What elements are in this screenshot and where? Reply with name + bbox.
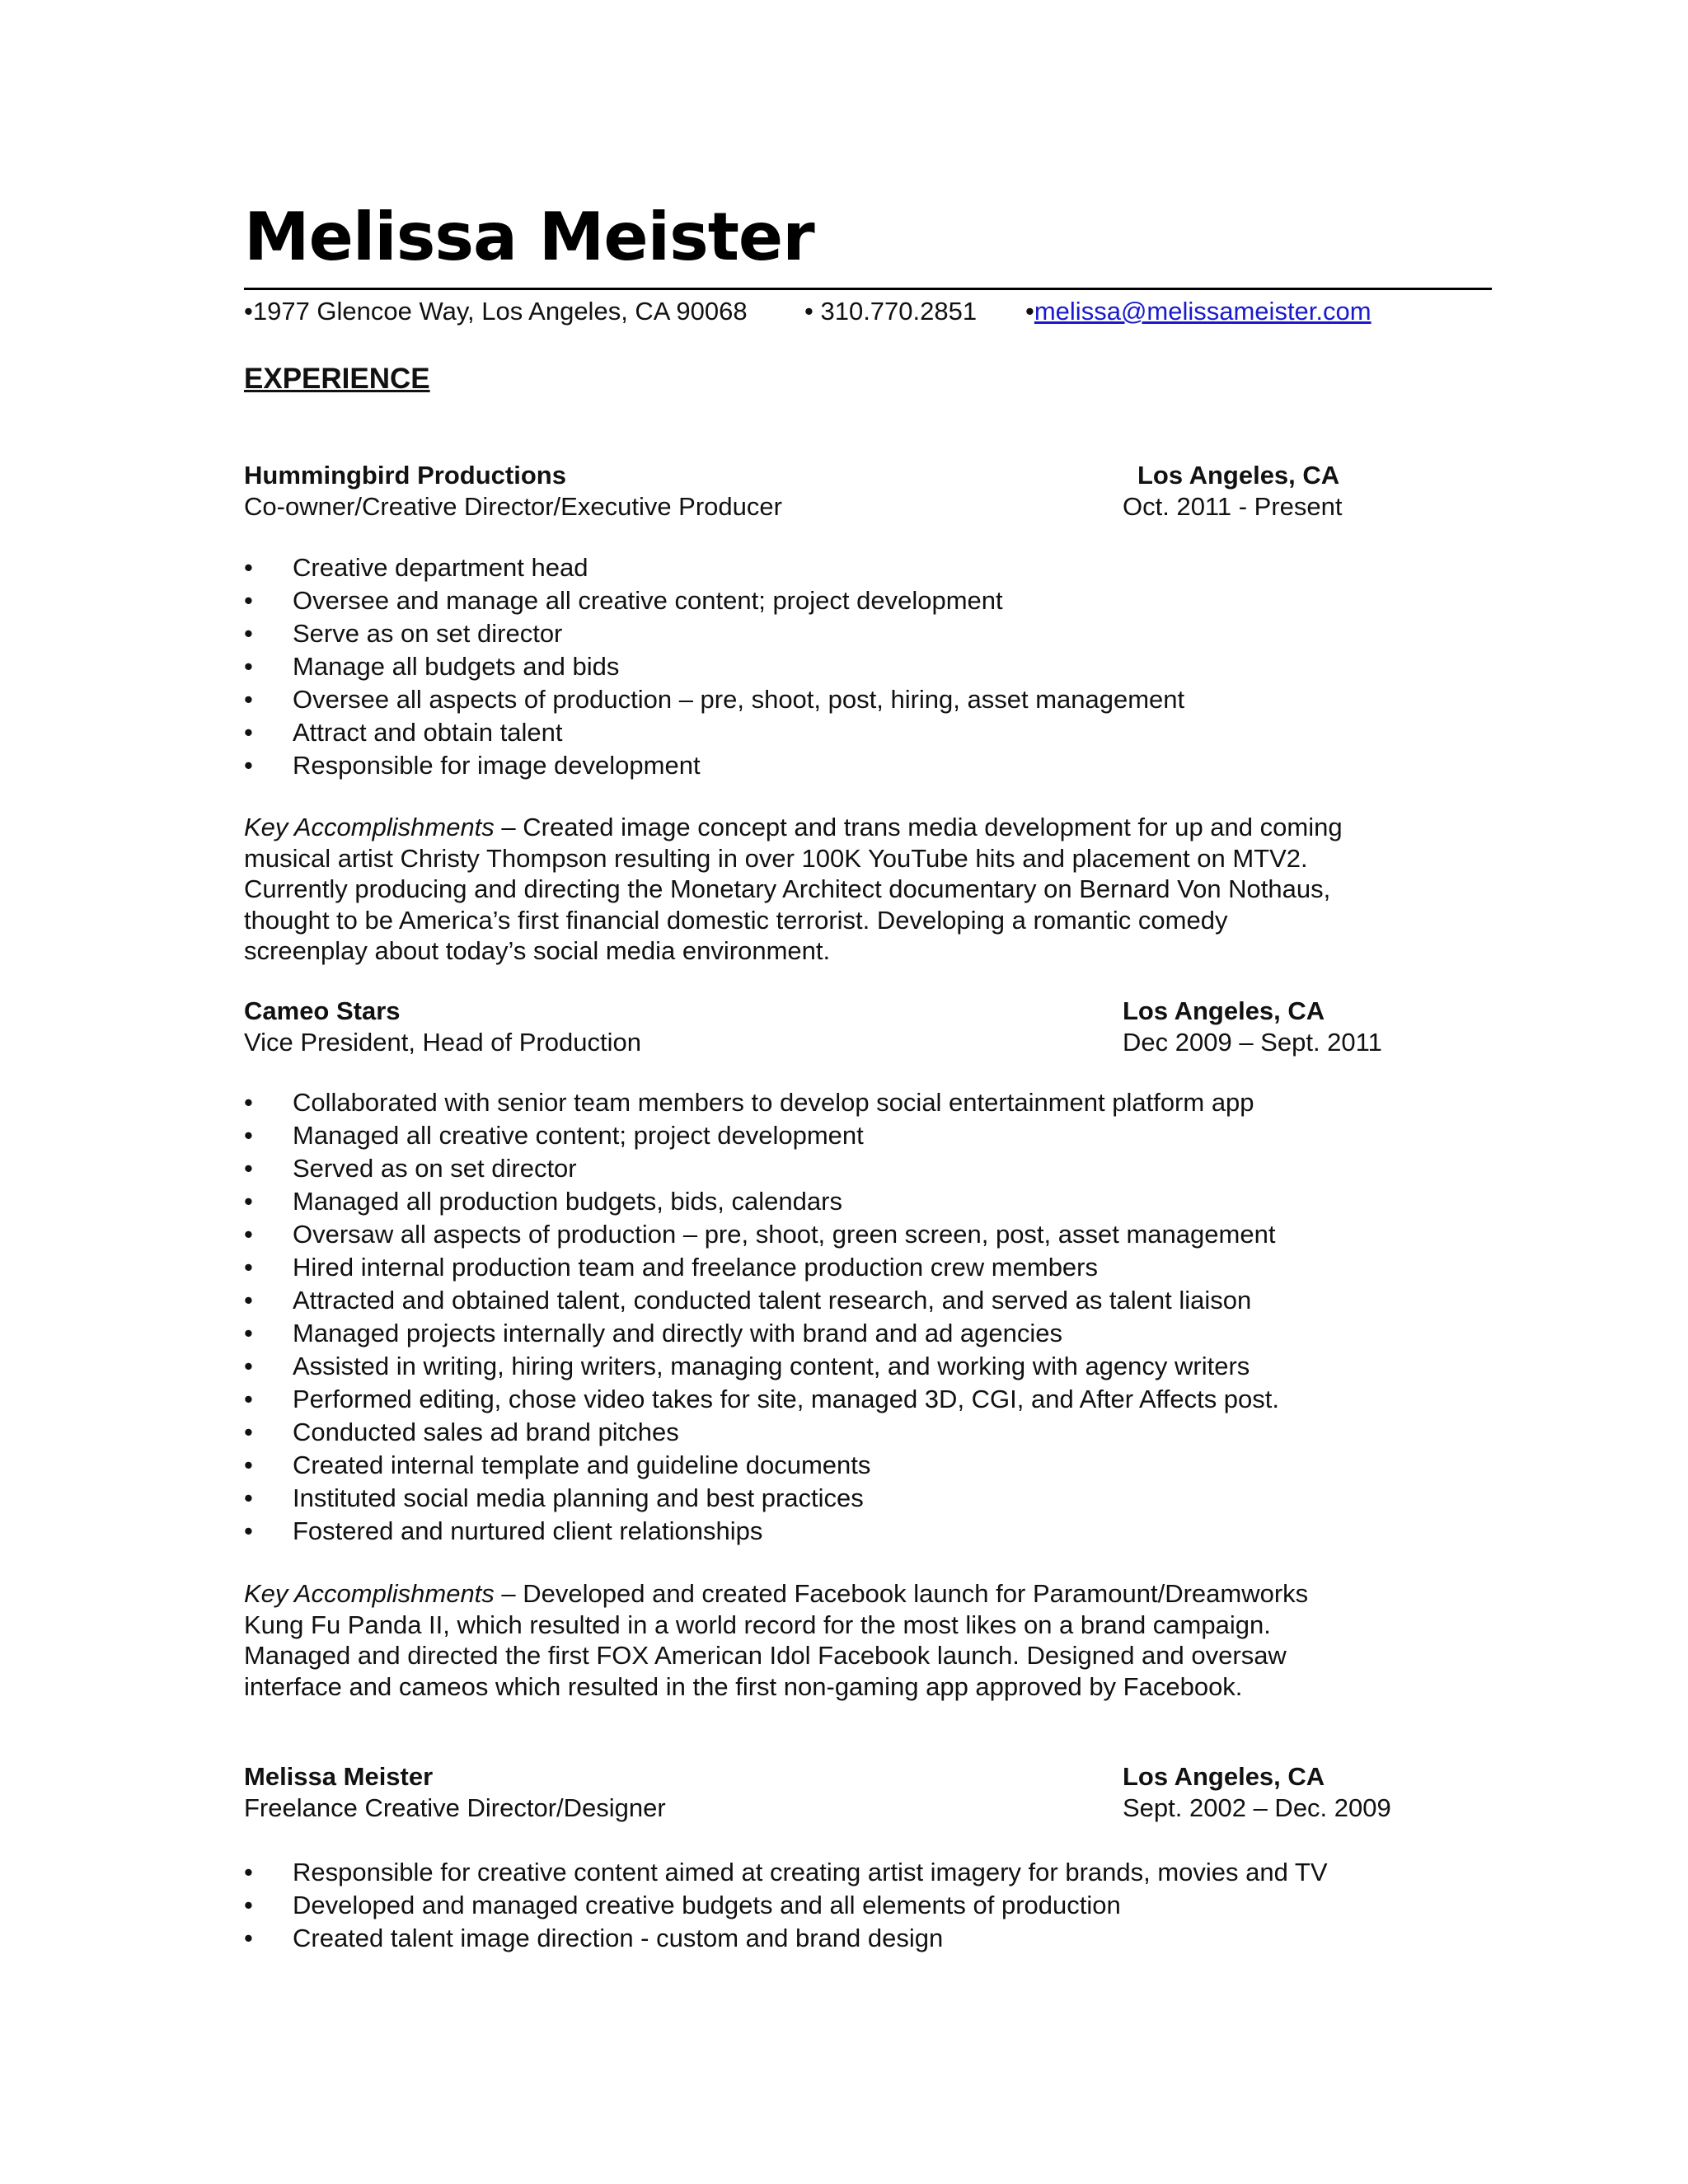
job-1-header	[244, 460, 1414, 523]
list-item: • Responsible for creative content aimed at creating artist imagery for brands, movies and TV	[244, 1856, 1328, 1889]
list-item: • Attracted and obtained talent, conducted talent research, and served as talent liaison	[244, 1284, 1279, 1317]
list-item: • Performed editing, chose video takes for site, managed 3D, CGI, and After Affects post.	[244, 1383, 1279, 1416]
list-item: • Oversaw all aspects of production – pre, shoot, green screen, post, asset management	[244, 1218, 1279, 1251]
job-company: Melissa Meister	[244, 1762, 434, 1791]
job-company: Hummingbird Productions	[244, 461, 566, 490]
email-link[interactable]: melissa@melissameister.com	[1034, 297, 1372, 326]
bullet-glyph: •	[244, 1154, 253, 1183]
job-1-accomplishments: Key Accomplishments – Created image concept and trans media development for up and coming musical artist Christy Thompson resulting in over 100K YouTube hits and placement on MTV2. Currently producing and directing the Monetary Architect documentary on Bernard Von Nothaus, thought to be America’s first financial domestic terrorist. Developing a romantic comedy screenplay about today’s social media environment.	[244, 813, 1343, 965]
accomplishments-label: Key Accomplishments	[244, 813, 495, 841]
job-2-accomplishments: Key Accomplishments – Developed and created Facebook launch for Paramount/Dreamworks Kung Fu Panda II, which resulted in a world record for the most likes on a brand campaign. Managed and directed the first FOX American Idol Facebook launch. Designed and oversaw interface and cameos which resulted in the first non-gaming app approved by Facebook.	[244, 1579, 1309, 1701]
job-title: Co-owner/Creative Director/Executive Producer	[244, 492, 782, 521]
list-item: • Manage all budgets and bids	[244, 650, 1184, 683]
accomplishments-label: Key Accomplishments	[244, 1579, 495, 1608]
list-item: • Conducted sales ad brand pitches	[244, 1416, 1279, 1449]
bullet-glyph: •	[244, 586, 253, 615]
bullet-glyph: •	[244, 751, 253, 780]
list-item: • Managed projects internally and directly with brand and ad agencies	[244, 1317, 1279, 1350]
job-2-bullets	[244, 1086, 1279, 1548]
job-title: Vice President, Head of Production	[244, 1028, 641, 1057]
bullet-glyph: •	[244, 1121, 253, 1150]
address: •1977 Glencoe Way, Los Angeles, CA 90068	[244, 297, 748, 326]
job-location: Los Angeles, CA	[1137, 461, 1340, 490]
bullet-glyph: •	[244, 1088, 253, 1117]
bullet-glyph: •	[244, 1451, 253, 1479]
list-item: • Hired internal production team and freelance production crew members	[244, 1251, 1279, 1284]
bullet-glyph: •	[244, 1253, 253, 1282]
bullet-glyph: •	[244, 718, 253, 747]
bullet-glyph: •	[244, 1220, 253, 1249]
list-item: • Instituted social media planning and best practices	[244, 1482, 1279, 1515]
list-item: • Developed and managed creative budgets and all elements of production	[244, 1889, 1328, 1922]
list-item: • Creative department head	[244, 551, 1184, 584]
list-item: • Fostered and nurtured client relationships	[244, 1515, 1279, 1548]
bullet-glyph: •	[244, 1286, 253, 1315]
section-title-experience: EXPERIENCE	[244, 363, 430, 395]
bullet-glyph: •	[244, 1924, 253, 1952]
bullet-glyph: •	[244, 1516, 253, 1545]
bullet-glyph: •	[244, 1319, 253, 1347]
job-dates: Oct. 2011 - Present	[1123, 492, 1343, 521]
job-3-header	[244, 1761, 1414, 1824]
job-title: Freelance Creative Director/Designer	[244, 1793, 666, 1822]
bullet-glyph: •	[244, 652, 253, 681]
bullet-glyph: •	[244, 553, 253, 582]
job-dates: Sept. 2002 – Dec. 2009	[1123, 1793, 1391, 1822]
list-item: • Assisted in writing, hiring writers, managing content, and working with agency writers	[244, 1350, 1279, 1383]
bullet-glyph: •	[244, 1891, 253, 1919]
bullet-glyph: •	[244, 685, 253, 714]
job-company: Cameo Stars	[244, 996, 401, 1025]
header-divider	[244, 288, 1492, 290]
list-item: • Oversee and manage all creative content; project development	[244, 584, 1184, 617]
phone: • 310.770.2851	[804, 297, 978, 326]
job-1-bullets	[244, 551, 1184, 782]
list-item: • Managed all production budgets, bids, calendars	[244, 1185, 1279, 1218]
list-item: • Serve as on set director	[244, 617, 1184, 650]
email-bullet: •	[1025, 297, 1034, 326]
list-item: • Created internal template and guideline documents	[244, 1449, 1279, 1482]
list-item: • Oversee all aspects of production – pre, shoot, post, hiring, asset management	[244, 683, 1184, 716]
candidate-name: Melissa Meister	[244, 199, 814, 275]
bullet-glyph: •	[244, 1187, 253, 1216]
job-location: Los Angeles, CA	[1123, 1762, 1325, 1791]
bullet-glyph: •	[244, 1352, 253, 1380]
bullet-glyph: •	[244, 1483, 253, 1512]
list-item: • Created talent image direction - custom and brand design	[244, 1922, 1328, 1955]
bullet-glyph: •	[244, 1858, 253, 1886]
bullet-glyph: •	[244, 619, 253, 648]
list-item: • Managed all creative content; project development	[244, 1119, 1279, 1152]
bullet-glyph: •	[244, 1385, 253, 1413]
job-3-bullets	[244, 1856, 1328, 1955]
list-item: • Served as on set director	[244, 1152, 1279, 1185]
email-wrap	[1025, 295, 1372, 328]
job-dates: Dec 2009 – Sept. 2011	[1123, 1028, 1382, 1057]
job-location: Los Angeles, CA	[1123, 996, 1325, 1025]
list-item: • Collaborated with senior team members to develop social entertainment platform app	[244, 1086, 1279, 1119]
list-item: • Attract and obtain talent	[244, 716, 1184, 749]
job-2-header	[244, 996, 1414, 1058]
bullet-glyph: •	[244, 1418, 253, 1446]
list-item: • Responsible for image development	[244, 749, 1184, 782]
